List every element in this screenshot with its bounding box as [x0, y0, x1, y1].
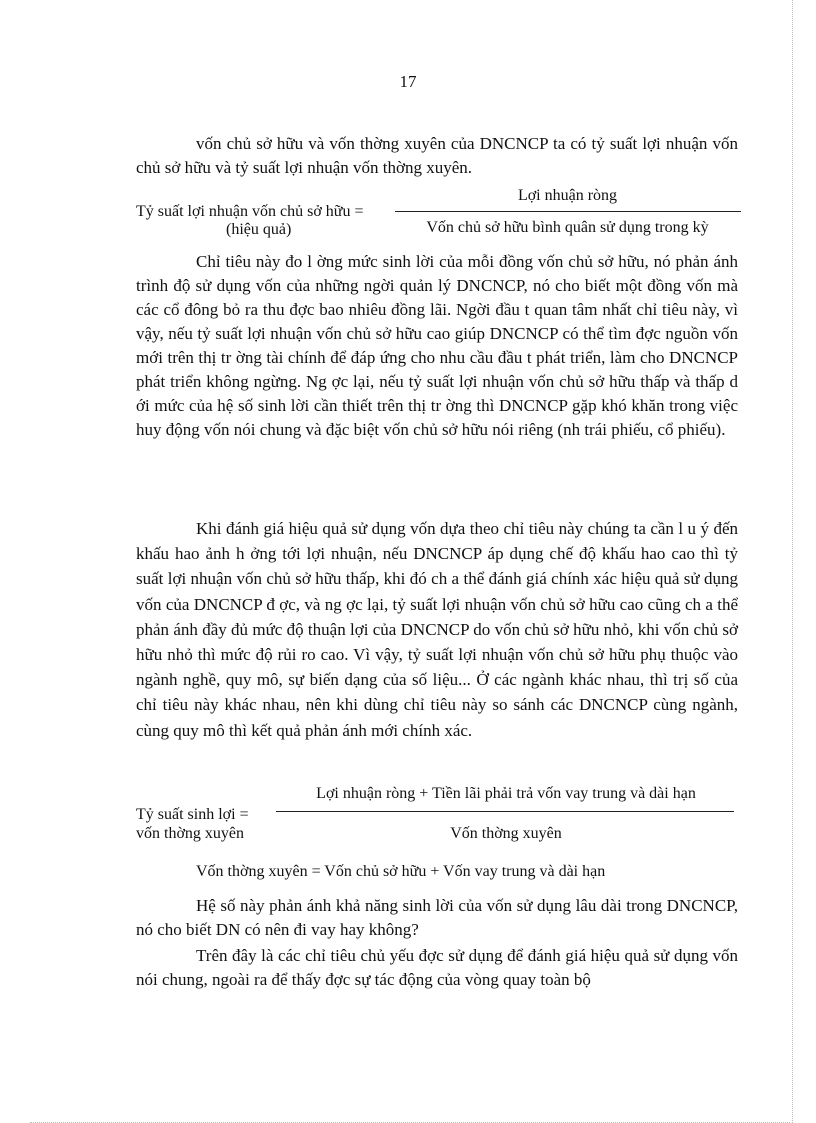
formula-roe-numerator: Lợi nhuận ròng: [517, 187, 618, 204]
intro-text: vốn chủ sở hữu và vốn thờng xuyên của DNCNCP ta có tỷ suất lợi nhuận vốn chủ sở hữu và tỷ suất lợi nhuận vốn thờng xuyên.: [136, 134, 738, 177]
body-paragraph-4: [136, 944, 738, 992]
capital-equation: Vốn thờng xuyên = Vốn chủ sở hữu + Vốn vay trung và dài hạn: [196, 863, 606, 880]
para3-text: Hệ số này phản ánh khả năng sinh lời của vốn sử dụng lâu dài trong DNCNCP, nó cho biết DN có nên đi vay hay không?: [136, 896, 738, 939]
formula-roc-denominator: Vốn thờng xuyên: [450, 825, 562, 842]
formula-roc-numerator: Lợi nhuận ròng + Tiền lãi phải trả vốn vay trung và dài hạn: [316, 785, 696, 802]
para1-text: Chỉ tiêu này đo l ờng mức sinh lời của mỗi đồng vốn chủ sở hữu, nó phản ánh trình độ sử dụng vốn của những ngời quản lý DNCNCP, nó cho biết một đồng vốn mà các cổ đông bỏ ra thu đợc bao nhiêu đồng lãi. Ngời đầu t quan tâm nhất chỉ tiêu này, vì vậy, nếu tỷ suất lợi nhuận vốn chủ sở hữu cao giúp DNCNCP có thể tìm đợc nguồn vốn mới trên thị tr ờng tài chính để đáp ứng cho nhu cầu đầu t phát triển, làm cho DNCNCP phát triển không ngừng. Ng ợc lại, nếu tỷ suất lợi nhuận vốn chủ sở hữu thấp và thấp d ới mức của hệ số sinh lời cần thiết trên thị tr ờng thì DNCNCP gặp khó khăn trong việc huy động vốn nói chung và đặc biệt vốn chủ sở hữu nói riêng (nh trái phiếu, cổ phiếu).: [136, 252, 738, 439]
body-paragraph-1: [136, 250, 738, 442]
formula-roc-label: Tỷ suất sinh lợi =: [136, 806, 249, 823]
formula-roe-denominator: Vốn chủ sở hữu bình quân sử dụng trong kỳ: [426, 219, 709, 236]
page-number: 17: [399, 72, 417, 91]
formula-roc-fraction-line: [276, 811, 734, 812]
formula-roe-fraction-line: [395, 211, 741, 212]
body-paragraph-3: [136, 894, 738, 942]
body-paragraph-2: [136, 516, 738, 743]
right-border: [792, 0, 793, 1123]
para2-text: Khi đánh giá hiệu quả sử dụng vốn dựa theo chỉ tiêu này chúng ta cần l u ý đến khấu hao ảnh h ởng tới lợi nhuận, nếu DNCNCP áp dụng chế độ khấu hao cao thì tỷ suất lợi nhuận vốn chủ sở hữu thấp, khi đó ch a thể đánh giá chính xác hiệu quả sử dụng vốn của DNCNCP đ ợc, và ng ợc lại, tỷ suất lợi nhuận vốn chủ sở hữu cao cũng ch a thể phản ánh đầy đủ mức độ thuận lợi của DNCNCP do vốn chủ sở hữu nhỏ, khi vốn chủ sở hữu nhỏ thì mức độ rủi ro cao. Vì vậy, tỷ suất lợi nhuận vốn chủ sở hữu phụ thuộc vào ngành nghề, quy mô, sự biến dạng của số liệu... Ở các ngành khác nhau, thì trị số của chỉ tiêu này khác nhau, nên khi dùng chỉ tiêu này so sánh các DNCNCP cùng ngành, cùng quy mô thì kết quả phản ánh mới chính xác.: [136, 519, 738, 740]
formula-roe-label: Tỷ suất lợi nhuận vốn chủ sở hữu =: [136, 203, 364, 220]
formula-roe-sublabel: (hiệu quả): [226, 221, 292, 238]
formula-roc-sublabel: vốn thờng xuyên: [136, 825, 245, 842]
para4-text: Trên đây là các chỉ tiêu chủ yếu đợc sử dụng để đánh giá hiệu quả sử dụng vốn nói chung, ngoài ra để thấy đợc sự tác động của vòng quay toàn bộ: [136, 946, 738, 989]
intro-paragraph: [136, 132, 738, 180]
